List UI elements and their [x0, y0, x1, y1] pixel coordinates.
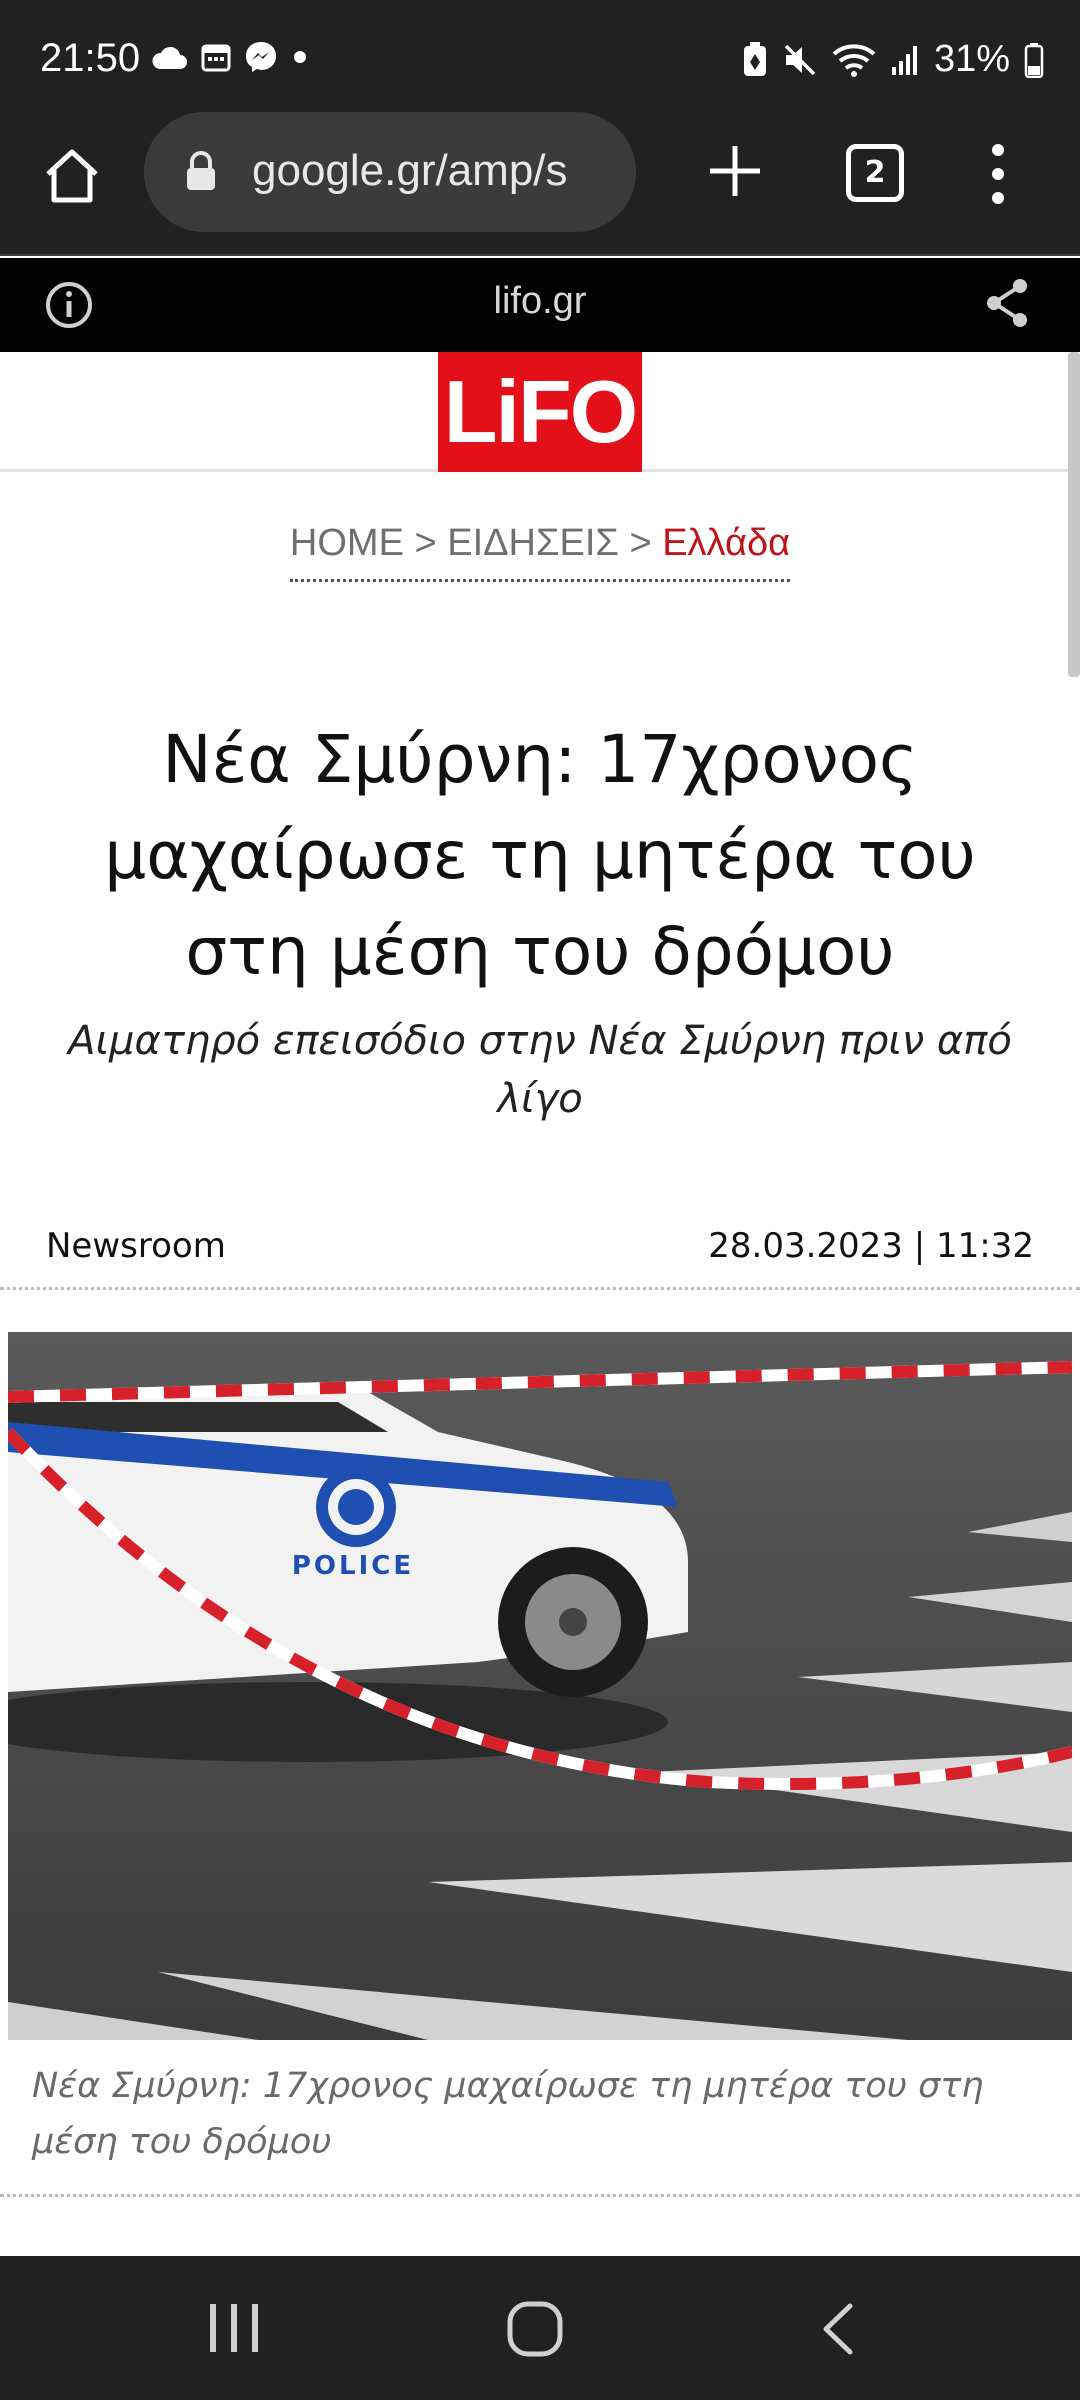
- url-bar[interactable]: [144, 112, 636, 232]
- photo-car-text: POLICE: [291, 1551, 415, 1581]
- cloud-icon: [152, 43, 188, 71]
- web-page[interactable]: [0, 352, 1080, 2256]
- tab-switcher-button[interactable]: 2: [846, 144, 904, 202]
- wifi-icon: [832, 42, 876, 78]
- mute-icon: [782, 42, 818, 78]
- status-bar: [0, 0, 1080, 120]
- notification-icons: [152, 40, 310, 74]
- status-time: 21:50: [40, 36, 141, 80]
- dot-icon: [290, 47, 310, 67]
- lock-icon: [184, 150, 218, 192]
- article-subheadline: Αιματηρό επεισόδιο στην Νέα Σμύρνη πριν από λίγο: [68, 1018, 1012, 1122]
- site-logo[interactable]: LiFO: [438, 352, 642, 472]
- image-caption: Νέα Σμύρνη: 17χρονος μαχαίρωσε τη μητέρα του στη μέση του δρόμου: [32, 2066, 984, 2162]
- messenger-icon: [244, 40, 278, 74]
- signal-icon: [890, 43, 920, 77]
- article-image[interactable]: [8, 1332, 1072, 2040]
- breadcrumb-home[interactable]: HOME: [289, 522, 404, 564]
- breadcrumb-section[interactable]: ΕΙΔΗΣΕΙΣ: [447, 522, 619, 564]
- battery-icon: [1024, 42, 1044, 78]
- site-header: [0, 352, 1068, 472]
- breadcrumb-separator: >: [414, 522, 437, 564]
- caption-divider: [0, 2194, 1080, 2197]
- more-menu-icon[interactable]: [978, 138, 1018, 210]
- battery-saver-icon: [742, 42, 768, 78]
- system-icons: [742, 38, 1044, 81]
- breadcrumb-separator: >: [629, 522, 652, 564]
- new-tab-icon[interactable]: [700, 136, 770, 206]
- police-car-photo: [8, 1332, 1072, 2040]
- calendar-icon: [200, 41, 232, 73]
- site-info-bar: [0, 258, 1080, 352]
- nav-home-icon[interactable]: [506, 2300, 564, 2358]
- article-author[interactable]: Newsroom: [46, 1226, 226, 1266]
- url-text: google.gr/amp/s: [252, 146, 568, 195]
- byline: [0, 1212, 1080, 1290]
- browser-toolbar: [0, 120, 1080, 256]
- article-date: 28.03.2023 | 11:32: [708, 1226, 1034, 1266]
- battery-percent: 31%: [933, 38, 1010, 80]
- breadcrumb-current[interactable]: Ελλάδα: [662, 522, 791, 564]
- home-icon[interactable]: [40, 144, 104, 208]
- article-headline: Νέα Σμύρνη: 17χρονος μαχαίρωσε τη μητέρα του στη μέση του δρόμου: [104, 721, 976, 990]
- system-nav-bar: [0, 2256, 1080, 2400]
- scrollbar[interactable]: [1068, 352, 1080, 677]
- recents-icon[interactable]: [206, 2302, 262, 2354]
- site-domain: lifo.gr: [493, 280, 587, 322]
- back-icon[interactable]: [818, 2300, 858, 2358]
- share-icon[interactable]: [982, 276, 1032, 330]
- breadcrumb: [0, 522, 1080, 582]
